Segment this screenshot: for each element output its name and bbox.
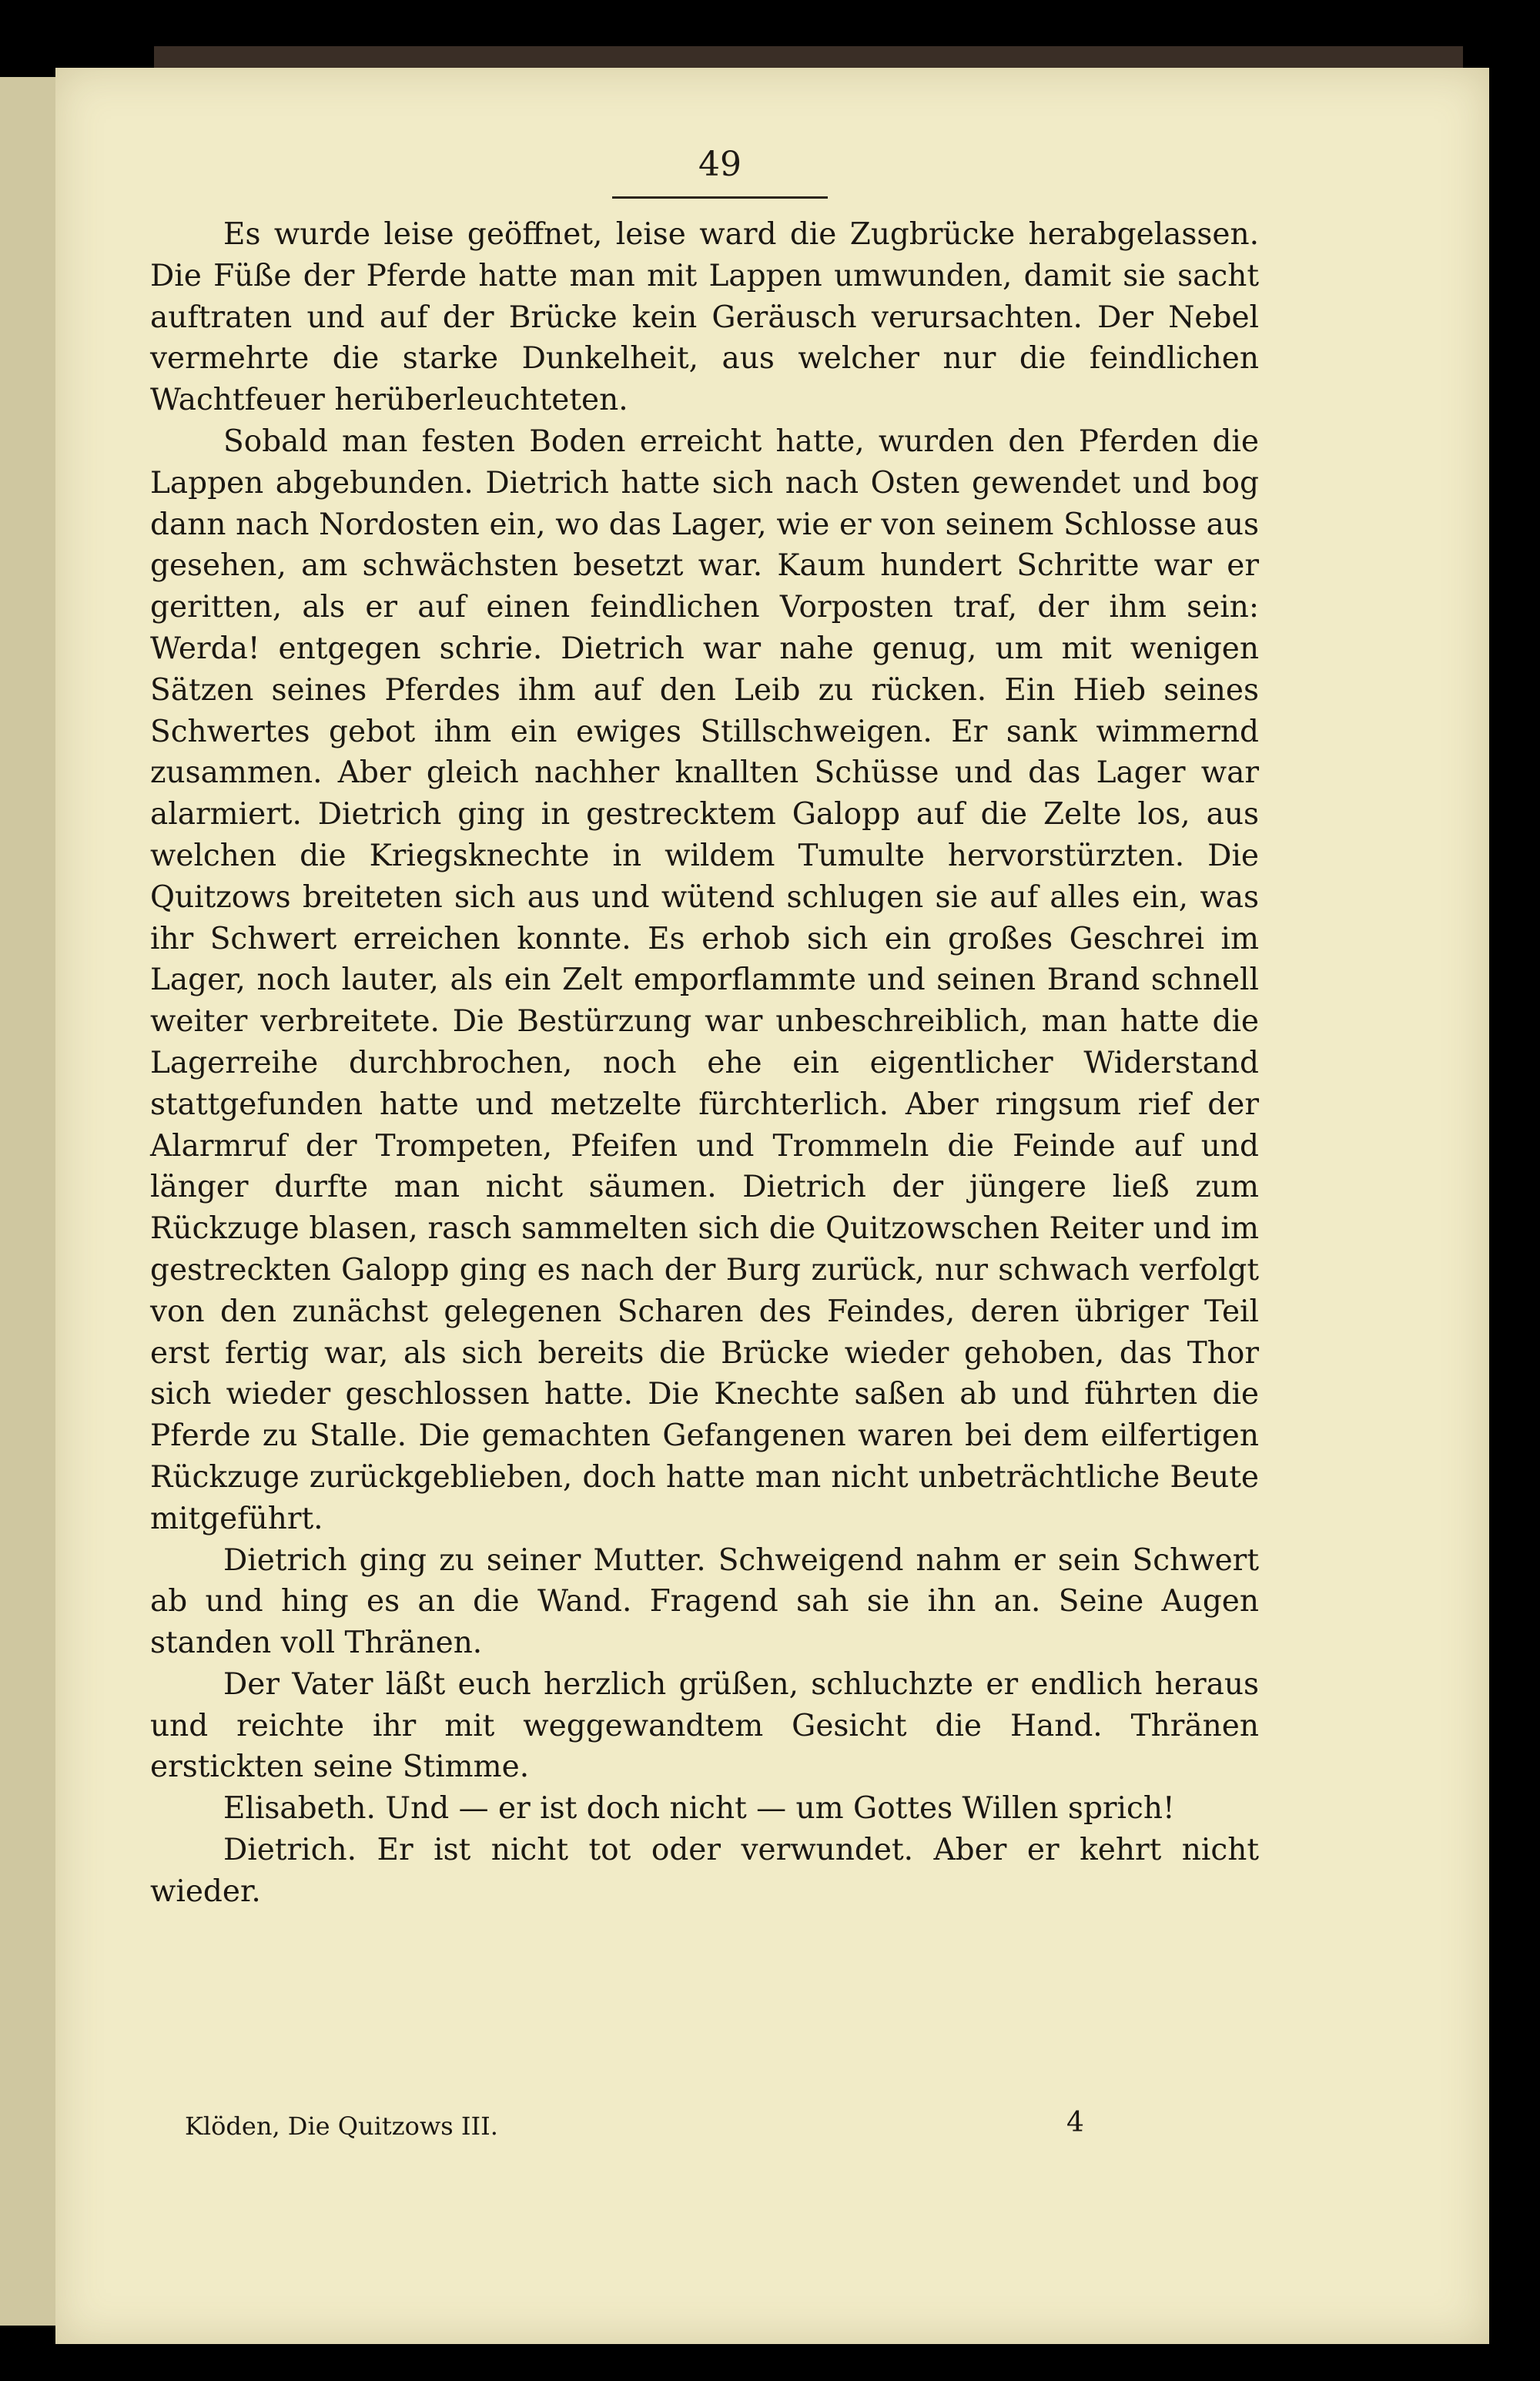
paragraph: Dietrich ging zu seiner Mutter. Schweigend nahm er sein Schwert ab und hing es an die Wand. Fragend sah sie ihn an. Seine Augen standen voll Thränen. [150, 1542, 1259, 1661]
book-gutter [0, 77, 55, 2326]
paragraph: Dietrich. Er ist nicht tot oder verwundet. Aber er kehrt nicht wieder. [150, 1833, 1259, 1909]
signature-mark: 4 [1066, 2107, 1084, 2138]
paragraph: Sobald man festen Boden erreicht hatte, wurden den Pferden die Lappen abgebunden. Dietrich hatte sich nach Osten gewendet und bog dann nach Nordosten ein, wo das Lager, wie er von seinem Schlosse aus gesehen, am schwächsten besetzt war. Kaum hundert Schritte war er geritten, als er auf einen feindlichen Vorposten traf, der ihm sein: Werda! entgegen schrie. Dietrich war nahe genug, um mit wenigen Sätzen seines Pferdes ihm auf den Leib zu rücken. Ein Hieb seines Schwertes gebot ihm ein ewiges Stillschweigen. Er sank wimmernd zusammen. Aber gleich nachher knallten Schüsse und das Lager war alarmiert. Dietrich ging in gestrecktem Galopp auf die Zelte los, aus welchen die Kriegsknechte in wildem Tumulte hervorstürzten. Die Quitzows breiteten sich aus und wütend schlugen sie auf alles ein, was ihr Schwert erreichen konnte. Es erhob sich ein großes Geschrei im Lager, noch lauter, als ein Zelt emporflammte und seinen Brand schnell weiter verbreitete. Die Bestürzung war unbeschreiblich, man hatte die Lagerreihe durchbrochen, noch ehe ein eigentlicher Widerstand stattgefunden hatte und metzelte fürchterlich. Aber ringsum rief der Alarmruf der Trompeten, Pfeifen und Trommeln die Feinde auf und länger durfte man nicht säumen. Dietrich der jüngere ließ zum Rückzuge blasen, rasch sammelten sich die Quitzowschen Reiter und im gestreckten Galopp ging es nach der Burg zurück, nur schwach verfolgt von den zunächst gelegenen Scharen des Feindes, deren übriger Teil erst fertig war, als sich bereits die Brücke wieder gehoben, das Thor sich wieder geschlossen hatte. Die Knechte saßen ab und führten die Pferde zu Stalle. Die gemachten Gefangenen waren bei dem eilfertigen Rückzuge zurückgeblieben, doch hatte man nicht unbeträchtliche Beute mitgeführt. [150, 424, 1259, 1536]
paragraph: Elisabeth. Und — er ist doch nicht — um Gottes Willen sprich! [223, 1791, 1175, 1827]
header-rule [612, 196, 828, 199]
body-text [150, 214, 1259, 1913]
page-number: 49 [698, 145, 742, 184]
paragraph: Es wurde leise geöffnet, leise ward die Zugbrücke herabgelassen. Die Füße der Pferde hatte man mit Lappen umwunden, damit sie sacht auftraten und auf der Brücke kein Geräusch verursachten. Der Nebel vermehrte die starke Dunkelheit, aus welcher nur die feindlichen Wachtfeuer herüberleuchteten. [150, 217, 1259, 418]
footer-source: Klöden, Die Quitzows III. [185, 2111, 498, 2141]
paragraph: Der Vater läßt euch herzlich grüßen, schluchzte er endlich heraus und reichte ihr mit weggewandtem Gesicht die Hand. Thränen erstickten seine Stimme. [150, 1666, 1259, 1785]
